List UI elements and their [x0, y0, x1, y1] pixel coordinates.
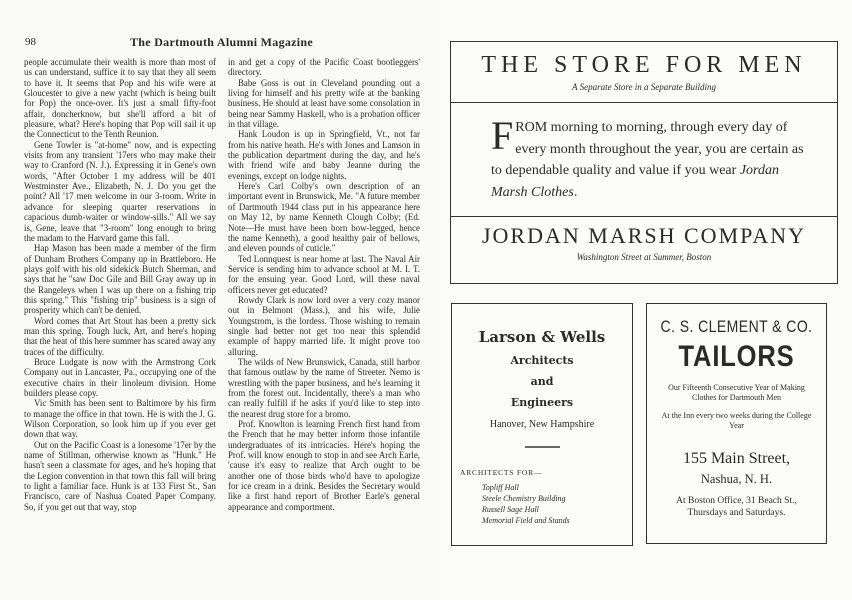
trade-title: TAILORS — [678, 340, 795, 373]
project-item: Memorial Field and Stands — [482, 516, 570, 525]
paragraph: people accumulate their wealth is more than most of us can understand, suffice it to say that they all seem to have it. It seems that Pop and his wife were at Gloucester to give a new yacht (which is being built for Pop) the once-over. It's just a small fifty-foot affair, doncherknow, but she'll afford a bit of pleasure, what? Here's hoping that Pop will sail it up the Connecticut to the Tenth Reunion. — [24, 57, 216, 140]
text-column-1 — [24, 57, 216, 512]
ad-body-end: . — [573, 184, 578, 200]
paragraph: Rowdy Clark is now lord over a very cozy manor out in Belmont (Mass.), and his wife, Julie Youngstrom, is the lordess. Those wishing to remain single had better not get too near this splendid example of happy married life. It might prove too alluring. — [228, 294, 420, 357]
project-item: Topliff Hall — [482, 483, 519, 492]
larson-wells-ad — [451, 303, 633, 546]
project-item: Steele Chemistry Building — [482, 494, 566, 503]
clement-tailors-ad — [646, 303, 827, 544]
paragraph: Here's Carl Colby's own description of an important event in Brunswick, Me. "A future member of Dartmouth 1944 class put in his appearance here on May 12, by name Kenneth Clough Colby; (Ed. Note—He must have been born bow-legged, hence the name Kenneth), a good healthy pair of bellows, and eleven pounds of cuticle." — [228, 181, 420, 254]
running-title: The Dartmouth Alumni Magazine — [130, 35, 314, 49]
ad-text: At the Inn every two weeks during the College Year — [661, 411, 812, 430]
firm-line: and — [530, 375, 554, 388]
ad-text: Our Fifteenth Consecutive Year of Making Clothes for Dartmouth Men — [668, 383, 805, 402]
project-item: Russell Sage Hall — [482, 505, 539, 514]
page-number: 98 — [25, 36, 36, 48]
paragraph: Out on the Pacific Coast is a lonesome '17er by the name of Stillman, otherwise known as "Hunk." He hasn't seen a classmate for ages, and he's hoping that the Legion convention in that town this fall will bring to light a familiar face. Hunk is at 133 First St., San Francisco, care of Nashua Coated Paper Company. So, if you get out that way, stop — [24, 439, 216, 512]
ad-subhead: A Separate Store in a Separate Building — [572, 82, 716, 92]
paragraph: Prof. Knowlton is learning French first hand from the French that he may better inform those infantile undergraduates of its intricacies. Here's hoping the Prof. will know enough to stop in and see Arch Earle, 'cause it's easy to realize that Arch ought to be another one of those birds who'd have to apologize for ice cream in a drink. Besides the Secretary would like a first hand report of Brother Earle's general appearance and comportment. — [228, 419, 420, 512]
drop-cap: F — [491, 113, 514, 158]
ad-body-italic: Jordan Marsh Clothes — [491, 163, 779, 200]
ad-headline: THE STORE FOR MEN — [481, 52, 807, 78]
architects-for-label: ARCHITECTS FOR— — [460, 468, 543, 477]
divider — [525, 446, 560, 448]
paragraph: Babe Goss is out in Cleveland pounding out a living for himself and his pretty wife at the banking business. He should at least have some consolation in being near Sammy Haskell, who is a probation officer in that village. — [228, 77, 420, 130]
paragraph: The wilds of New Brunswick, Canada, still harbor that famous outlaw by the name of Streeter. Nemo is wrestling with the paper business, and he's learning it from the forest out. Incidentally, there's a man who can really fulfill if he asks if you'd like to step into the nearest drug store for a bromo. — [228, 356, 420, 419]
firm-line: Engineers — [510, 396, 574, 409]
ad-body — [451, 103, 837, 216]
town: Nashua, N. H. — [700, 472, 773, 486]
street-address: 155 Main Street, — [682, 450, 791, 467]
text-column-2 — [228, 57, 420, 512]
paragraph: Vic Smith has been sent to Baltimore by his firm to manage the office in that town. He is with the J. G. Wilson Corporation, so look him up if you ever get down that way. — [24, 398, 216, 440]
firm-name: Larson & Wells — [478, 328, 606, 346]
divider — [451, 216, 837, 217]
paragraph: Gene Towler is "at-home" now, and is expecting visits from any transient '17ers who may make their way to Cranford (N. J.). Expressing it in Gene's own words, "After October 1 my address will be 401 Westminster Ave., Elizabeth, N. J. Do you get the point? All '17 men welcome in our 3-room. Write in advance for sleeping quarter reservations in capacious dumb-waiter or window-sills." All we say is, Gene, leave that "3-room" long enough to bring the madam to the Harvard game this fall. — [24, 139, 216, 243]
paragraph: Hap Mason has been made a member of the firm of Dunham Brothers Company up in Brattleboro. He plays golf with his old sidekick Butch Sherman, and says that he "saw Doc Gile and Bill Gray away up in the Rangeleys when I was up there on a fishing trip this spring." This "fishing trip" business is a sign of prosperity which can't be denied. — [24, 243, 216, 316]
paragraph: in and get a copy of the Pacific Coast bootleggers' directory. — [228, 57, 420, 78]
paragraph: Bruce Ludgate is now with the Armstrong Cork Company out in Lancaster, Pa., occupying one of the executive chairs in their linoleum division. Home builders please copy. — [24, 356, 216, 398]
office-days: Thursdays and Saturdays. — [687, 508, 786, 518]
jordan-marsh-ad — [450, 41, 838, 284]
ad-body-text: ROM morning to morning, through every day of every month throughout the year, you are certain as to dependable quality and value if you wear — [491, 120, 804, 178]
paragraph: Ted Lonnquest is near home at last. The Naval Air Service is sending him to advance school at M. I. T. for the ensuing year. Good Lord, will these naval officers never get educated? — [228, 253, 420, 295]
firm-city: Hanover, New Hampshire — [489, 419, 595, 430]
project-list — [482, 482, 632, 526]
office-line: At Boston Office, 31 Beach St., — [676, 496, 797, 506]
company-name: JORDAN MARSH COMPANY — [481, 223, 807, 248]
company-address: Washington Street at Summer, Boston — [576, 252, 712, 262]
paragraph: Hank Loudon is up in Springfield, Vt., not far from his native heath. He's with Jones and Lamson in the publication department during the day, and he's with friend wife and baby Jeanne during the evenings, except on lodge nights. — [228, 129, 420, 181]
firm-name: C. S. CLEMENT & CO. — [660, 318, 813, 336]
paragraph: Word comes that Art Stout has been a pretty sick man this spring. Tough luck, Art, and here's hoping that the heat of this here summer has scared away any traces of the difficulty. — [24, 315, 216, 357]
firm-line: Architects — [510, 354, 574, 367]
